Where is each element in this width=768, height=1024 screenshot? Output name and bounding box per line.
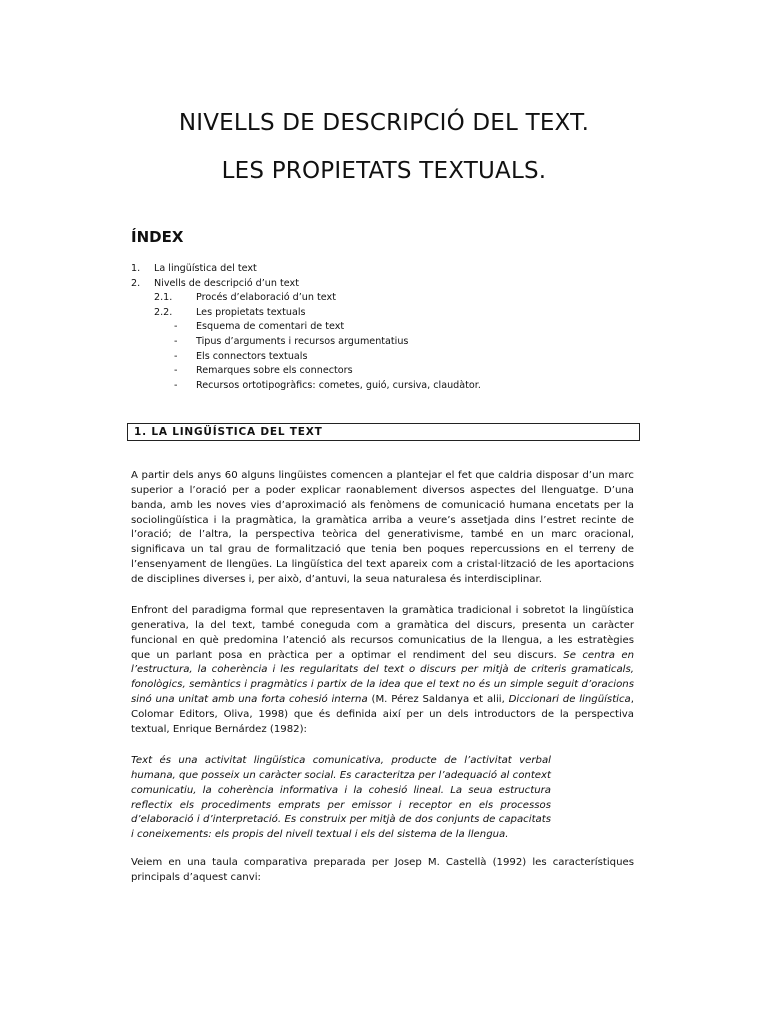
dash-bullet: - [174,350,178,362]
index-item-number: 2.2. [154,306,173,318]
index-item-text: Recursos ortotipogràfics: cometes, guió, cursiva, claudàtor. [196,379,481,391]
index-subitem [174,350,574,365]
section-heading-box [127,423,640,441]
index-item-text: Nivells de descripció d’un text [154,277,299,289]
index-item-text: La lingüística del text [154,263,257,274]
index-item-text: Les propietats textuals [196,306,306,318]
body-paragraph-2 [131,604,634,738]
index-item-2 [131,277,551,292]
index-item-text: Tipus d’arguments i recursos argumentatius [196,336,409,347]
index-item-text: Procés d’elaboració d’un text [196,292,336,304]
dash-bullet: - [174,365,178,377]
index-item-text: Esquema de comentari de text [196,321,345,333]
index-item-2-1 [154,291,554,306]
index-subitem [174,320,574,335]
document-title-line-1: NIVELLS DE DESCRIPCIÓ DEL TEXT. [178,110,590,136]
index-item-text: Els connectors textuals [196,350,308,362]
index-item-number: 2.1. [154,292,173,304]
dash-bullet: - [174,336,178,347]
paragraph-text: Enfront del paradigma formal que representaven la gramàtica tradicional i sobretot la lingüística generativa, la del text, també coneguda com a gramàtica del discurs, presenta un caràcter funcional en què predomina l’atenció als recursos comunicatius de la llengua, a les estratègies que un parlant posa en pràctica per a optimar el rendiment del seu discurs. [131,605,634,661]
dash-bullet: - [174,379,178,391]
index-subitem [174,379,574,394]
index-item-text: Remarques sobre els connectors [196,365,353,377]
paragraph-text: (M. Pérez Saldanya et alii, [367,694,509,706]
index-subitem [174,335,574,350]
index-subitem [174,364,574,379]
body-paragraph-1: A partir dels anys 60 alguns lingüistes comencen a plantejar el fet que caldria disposar d’un marc superior a l’oració per a poder explicar raonablement diversos aspectes del llenguatge. D’una banda, amb les noves vies d’aproximació als fenòmens de comunicació humana encetats per la sociolingüística i la pragmàtica, la gramàtica arriba a veure’s assetjada dins l’estret recinte de l’oració; de l’altra, la perspectiva teòrica del generativisme, també en un marc oracional, significava un tal grau de formalització que tenia ben poques repercussions en el terreny de l’ensenyament de llengües. La lingüística del text apareix com a cristal·lització de les aportacions de disciplines diverses i, per això, d’antuvi, la seua naturalesa és interdisciplinar. [131,470,634,585]
index-item-number: 2. [131,277,141,289]
index-item-number: 1. [131,263,141,274]
section-heading: 1. LA LINGÜÍSTICA DEL TEXT [134,426,323,438]
index-heading: ÍNDEX [131,228,184,246]
index-item-2-2 [154,306,554,321]
paragraph-italic-title: Diccionari de lingüística [508,694,631,706]
document-title-line-2: LES PROPIETATS TEXTUALS. [221,158,547,184]
body-paragraph-3: Veiem en una taula comparativa preparada per Josep M. Castellà (1992) les característiques principals d’aquest canvi: [131,857,634,883]
dash-bullet: - [174,321,178,333]
index-item-1 [131,262,551,277]
block-quote: Text és una activitat lingüística comunicativa, producte de l’activitat verbal humana, que posseix un caràcter social. Es caracteritza per l’adequació al context comunicatiu, la coherència informativa i la cohesió lineal. La seua estructura reflectix els procediments emprats per emissor i receptor en els processos d’elaboració i d’interpretació. Es construix per mitjà de dos conjunts de capacitats i coneixements: els propis del nivell textual i els del sistema de la llengua. [131,755,551,841]
paragraph-text: , Colomar Editors, Oliva, 1998) que és definida així per un dels introductors de la perspectiva textual, Enrique Bernárdez (1982): [131,694,634,735]
paragraph-italic-text: Se centra en l’estructura, la coherència i les regularitats del text o discurs per mitjà de criteris gramaticals, fonològics, semàntics i pragmàtics i partix de la idea que el text no és un simple seguit d’oracions sinó una unitat amb una forta cohesió interna [131,649,634,706]
